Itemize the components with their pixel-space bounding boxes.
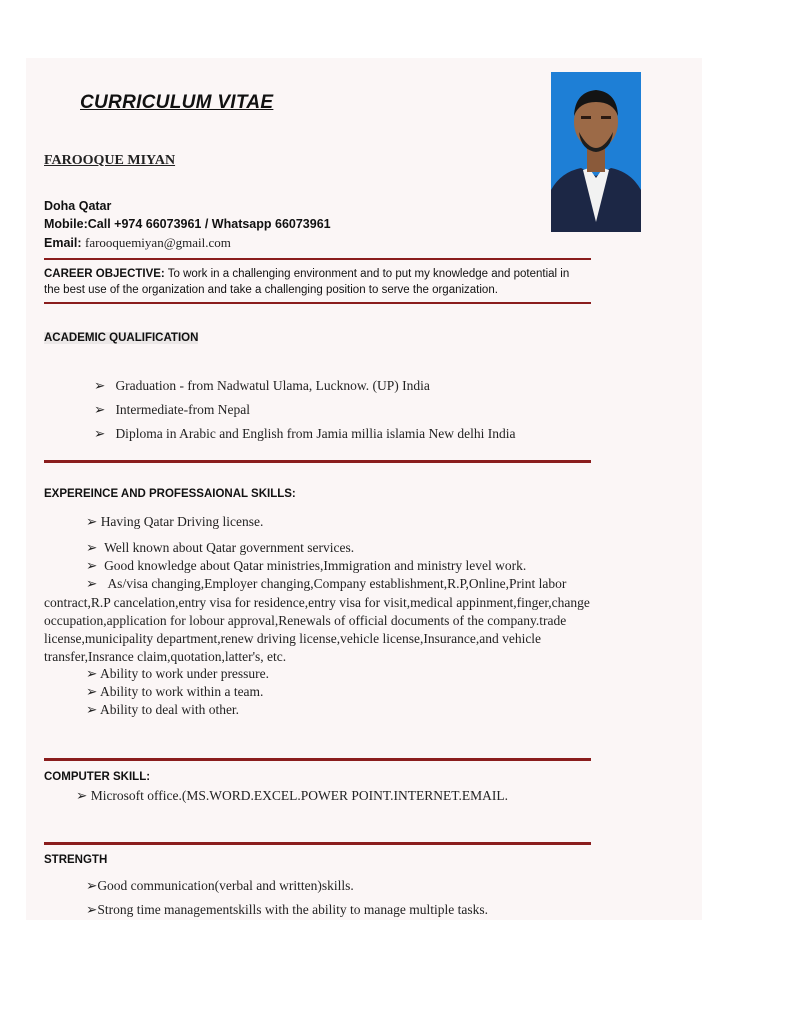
list-item: ➢ Ability to deal with other. <box>86 702 240 717</box>
list-item: ➢ Ability to work within a team. <box>86 684 264 699</box>
divider <box>44 460 591 463</box>
list-item: ➢ Well known about Qatar government services. <box>86 540 355 555</box>
career-objective-line1: CAREER OBJECTIVE: To work in a challenging environment and to put my knowledge and potential in <box>44 268 570 280</box>
list-item: ➢ Good knowledge about Qatar ministries,Immigration and ministry level work. <box>86 558 527 573</box>
candidate-name: FAROOQUE MIYAN <box>44 153 176 168</box>
divider <box>44 258 591 260</box>
divider <box>44 842 591 845</box>
document-title: CURRICULUM VITAE <box>80 92 274 113</box>
list-item: ➢ As/visa changing,Employer changing,Company establishment,R.P,Online,Print labor <box>86 576 567 591</box>
list-item: ➢ Having Qatar Driving license. <box>86 514 264 529</box>
list-item: ➢Strong time managementskills with the ability to manage multiple tasks. <box>86 902 489 917</box>
list-item: ➢ Diploma in Arabic and English from Jamia millia islamia New delhi India <box>94 426 516 441</box>
list-item: ➢ Ability to work under pressure. <box>86 666 270 681</box>
email-address[interactable]: farooquemiyan@gmail.com <box>85 235 231 250</box>
list-item: ➢ Graduation - from Nadwatul Ulama, Lucknow. (UP) India <box>94 378 430 393</box>
mobile: Mobile:Call +974 66073961 / Whatsapp 66073961 <box>44 217 331 231</box>
career-objective-line2: the best use of the organization and take a challenging position to serve the organization. <box>44 284 498 296</box>
person-silhouette-icon <box>551 72 641 232</box>
divider <box>44 758 591 761</box>
computer-heading: COMPUTER SKILL: <box>44 771 151 783</box>
divider <box>44 302 591 304</box>
list-item: ➢ Microsoft office.(MS.WORD.EXCEL.POWER POINT.INTERNET.EMAIL. <box>76 788 509 803</box>
experience-heading: EXPEREINCE AND PROFESSAIONAL SKILLS: <box>44 488 296 500</box>
experience-paragraph: contract,R.P cancelation,entry visa for residence,entry visa for visit,medical appinment,finger,change occupation,application for lobour approval,Renewals of official documents of the company.trade license,municipality department,renew driving license,vehicle license,Insurance,and vehicle transfer,Insrance claim,quotation,latter's, etc. <box>44 595 590 664</box>
profile-photo <box>551 72 641 232</box>
strength-heading: STRENGTH <box>44 854 108 866</box>
academic-heading: ACADEMIC QUALIFICATION <box>44 332 199 344</box>
location: Doha Qatar <box>44 199 112 213</box>
email-line: Email: farooquemiyan@gmail.com <box>44 235 231 250</box>
list-item: ➢ Intermediate-from Nepal <box>94 402 250 417</box>
list-item: ➢Good communication(verbal and written)skills. <box>86 878 354 893</box>
